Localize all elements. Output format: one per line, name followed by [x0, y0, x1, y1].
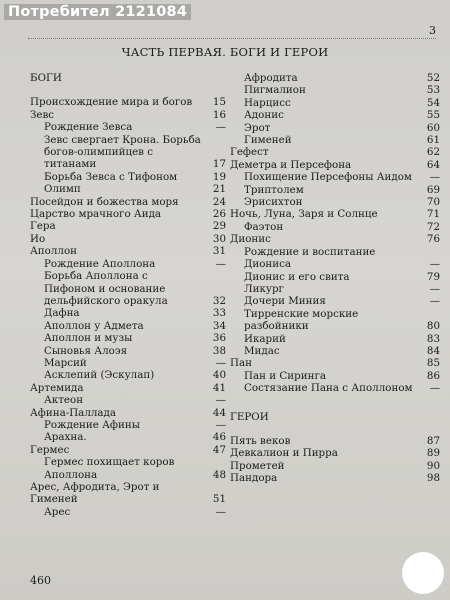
toc-entry-page: 52	[426, 72, 440, 84]
toc-entry-page: 24	[212, 195, 226, 208]
toc-entry-title: Асклепий (Эскулап)	[44, 369, 155, 382]
toc-entry-page: —	[429, 282, 440, 295]
toc-entry	[230, 472, 440, 484]
toc-entry	[30, 121, 226, 133]
toc-entry-page: 16	[212, 108, 226, 121]
toc-entry-page: —	[215, 505, 226, 518]
part-heading: ЧАСТЬ ПЕРВАЯ. БОГИ И ГЕРОИ	[121, 45, 329, 59]
toc-entry-page: 71	[426, 208, 440, 221]
toc-entry-page: 62	[426, 146, 440, 159]
toc-entry-page: 85	[426, 357, 440, 370]
toc-entry	[230, 72, 440, 84]
toc-entry-title: Олимп	[44, 183, 81, 196]
toc-entry-page: 72	[426, 220, 440, 233]
toc-entry-title: Фаэтон	[244, 220, 284, 233]
toc-entry-page: 38	[212, 344, 226, 357]
toc-entry-page: 40	[212, 369, 226, 382]
toc-entry-title: Дочери Миния	[244, 295, 326, 308]
toc-entry	[30, 220, 226, 232]
toc-entry-title: Борьба Аполлона с Пифоном и основание дельфийского оракула	[44, 270, 168, 307]
toc-entry	[230, 382, 440, 394]
toc-entry	[30, 245, 226, 257]
toc-right-column	[230, 72, 440, 485]
toc-entry-title: Зевс свергает Крона. Борьба богов-олимпийцев с титанами	[44, 133, 201, 171]
toc-entry-title: Эрот	[244, 121, 271, 134]
toc-entry-title: Борьба Зевса с Тифоном	[44, 170, 178, 183]
toc-entry-page: 69	[426, 183, 440, 196]
toc-entry-title: Прометей	[230, 459, 285, 472]
footer-page-number: 460	[30, 574, 51, 587]
toc-entry-page: 61	[426, 134, 440, 147]
toc-entry-title: Пандора	[230, 472, 278, 485]
toc-entry-page: 33	[212, 307, 226, 320]
toc-entry-title: Пан	[230, 357, 252, 370]
toc-entry	[230, 271, 440, 283]
toc-entry-page: 21	[212, 183, 226, 196]
toc-entry-page: —	[429, 258, 440, 271]
top-page-number: 3	[429, 24, 436, 37]
toc-entry-title: Ио	[30, 232, 46, 245]
toc-entry	[30, 307, 226, 319]
toc-entry-page: 89	[426, 447, 440, 460]
toc-entry	[230, 357, 440, 369]
toc-entry-page: 17	[212, 158, 226, 171]
toc-entry-title: Арес	[44, 505, 71, 518]
toc-entry-page: 79	[426, 270, 440, 283]
toc-entry-page: 80	[426, 320, 440, 333]
section-title-heroes: ГЕРОИ	[230, 410, 269, 423]
toc-entry-title: Аполлон и музы	[44, 332, 133, 345]
toc-entry-title: Рождение и воспитание Диониса	[244, 245, 376, 271]
toc-left-column	[30, 72, 226, 518]
toc-entry	[30, 394, 226, 406]
toc-entry	[230, 109, 440, 121]
toc-entry-title: Дафна	[44, 307, 80, 320]
toc-entry-title: Пять веков	[230, 434, 291, 447]
toc-entry	[230, 370, 440, 382]
toc-entry-page: 86	[426, 369, 440, 382]
toc-entry	[30, 96, 226, 108]
toc-entry-title: Марсий	[44, 356, 87, 369]
toc-entry-page: 34	[212, 319, 226, 332]
left-entry-list	[30, 96, 226, 518]
toc-entry-title: Тирренские морские разбойники	[244, 307, 359, 333]
toc-entry-title: Гефест	[230, 146, 269, 159]
toc-entry-title: Похищение Персефоны Аидом	[244, 171, 412, 184]
toc-entry-page: —	[429, 171, 440, 184]
toc-entry-page: 48	[212, 468, 226, 481]
toc-entry-page: 53	[426, 84, 440, 97]
toc-entry-title: Дионис и его свита	[244, 270, 350, 283]
toc-entry-page: —	[215, 356, 226, 369]
toc-entry-page: 30	[212, 232, 226, 245]
toc-entry-page: 15	[212, 96, 226, 109]
toc-entry	[30, 233, 226, 245]
toc-entry	[30, 258, 226, 270]
toc-entry-page: 76	[426, 233, 440, 246]
toc-entry-title: Афина-Паллада	[30, 406, 117, 419]
toc-entry-page: 44	[212, 406, 226, 419]
toc-entry	[230, 196, 440, 208]
toc-entry-page: 55	[426, 109, 440, 122]
section-title-gods: БОГИ	[30, 72, 62, 84]
toc-entry-title: Эрисихтон	[244, 196, 303, 209]
toc-entry-title: Происхождение мира и богов	[30, 96, 193, 109]
toc-entry-page: 29	[212, 220, 226, 233]
toc-entry	[230, 283, 440, 295]
toc-entry	[30, 506, 226, 518]
toc-entry	[230, 295, 440, 307]
toc-entry-title: Царство мрачного Аида	[30, 208, 162, 221]
toc-entry-page: —	[215, 418, 226, 431]
toc-entry-page: 41	[212, 381, 226, 394]
toc-entry-title: Гермес похищает коров Аполлона	[44, 456, 175, 481]
toc-entry-title: Аполлон	[30, 245, 78, 258]
toc-entry-title: Афродита	[244, 72, 298, 84]
toc-entry-title: Сыновья Алоэя	[44, 344, 128, 357]
toc-entry-title: Состязание Пана с Аполлоном	[244, 382, 413, 395]
toc-entry-page: —	[215, 257, 226, 270]
toc-entry	[230, 134, 440, 146]
toc-entry-title: Гермес	[30, 443, 70, 456]
toc-entry-page: 70	[426, 196, 440, 209]
toc-entry-page: 90	[426, 459, 440, 472]
toc-entry-title: Нарцисс	[244, 96, 291, 109]
uploader-overlay-text: Потребител 2121084	[4, 4, 191, 20]
toc-entry-title: Гера	[30, 220, 56, 233]
toc-entry	[230, 447, 440, 459]
toc-entry-title: Рождение Зевса	[44, 121, 133, 134]
toc-entry	[30, 369, 226, 381]
toc-entry-page: 98	[426, 472, 440, 485]
toc-entry-title: Артемида	[30, 381, 84, 394]
toc-entry-page: —	[429, 382, 440, 395]
toc-entry	[30, 481, 226, 506]
toc-entry	[30, 196, 226, 208]
toc-entry-title: Арахна.	[44, 431, 87, 444]
toc-entry-page: 32	[212, 294, 226, 307]
toc-entry-page: 83	[426, 332, 440, 345]
toc-entry-title: Мидас	[244, 344, 280, 357]
toc-entry	[230, 308, 440, 333]
toc-entry-page: 87	[426, 434, 440, 447]
toc-entry-page: 54	[426, 96, 440, 109]
toc-entry-page: 26	[212, 208, 226, 221]
toc-entry	[230, 435, 440, 447]
toc-entry	[30, 134, 226, 171]
toc-entry	[230, 122, 440, 134]
toc-entry	[230, 97, 440, 109]
toc-entry	[230, 221, 440, 233]
toc-entry	[30, 320, 226, 332]
toc-entry	[230, 233, 440, 245]
heroes-entry-list	[230, 435, 440, 485]
toc-entry	[230, 345, 440, 357]
toc-entry-title: Пан и Сиринга	[244, 369, 326, 382]
toc-entry	[30, 382, 226, 394]
toc-entry-title: Триптолем	[244, 183, 304, 196]
toc-entry-page: 31	[212, 245, 226, 258]
toc-entry-title: Икарий	[244, 332, 286, 345]
toc-entry-title: Пигмалион	[244, 84, 306, 97]
toc-entry	[30, 419, 226, 431]
toc-entry	[30, 456, 226, 481]
toc-entry-title: Девкалион и Пирра	[230, 447, 338, 460]
toc-entry-title: Зевс	[30, 108, 55, 121]
toc-entry-title: Деметра и Персефона	[230, 158, 352, 171]
toc-entry-page: 19	[212, 170, 226, 183]
toc-entry	[30, 357, 226, 369]
toc-entry-title: Рождение Афины	[44, 418, 140, 431]
toc-entry-page: 46	[212, 431, 226, 444]
toc-entry	[230, 171, 440, 183]
toc-entry	[30, 431, 226, 443]
toc-entry	[30, 407, 226, 419]
toc-entry-title: Актеон	[44, 394, 84, 407]
toc-entry-page: 84	[426, 344, 440, 357]
toc-entry-page: 64	[426, 158, 440, 171]
toc-entry-page: —	[215, 394, 226, 407]
toc-entry-page: 36	[212, 332, 226, 345]
toc-entry-title: Адонис	[244, 109, 284, 122]
toc-entry-title: Рождение Аполлона	[44, 257, 156, 270]
toc-entry	[230, 333, 440, 345]
toc-entry	[230, 84, 440, 96]
toc-entry-page: 60	[426, 121, 440, 134]
right-entry-list	[230, 72, 440, 395]
toc-entry	[30, 171, 226, 183]
toc-entry	[230, 184, 440, 196]
toc-entry	[30, 444, 226, 456]
toc-entry-title: Гименей	[244, 134, 292, 147]
toc-entry	[230, 208, 440, 220]
marketplace-logo	[402, 552, 444, 594]
toc-entry	[230, 159, 440, 171]
toc-entry	[30, 183, 226, 195]
toc-entry	[230, 146, 440, 158]
toc-entry	[30, 345, 226, 357]
toc-entry	[30, 208, 226, 220]
top-toc-line	[28, 24, 436, 39]
toc-entry	[230, 460, 440, 472]
toc-entry-page: —	[429, 295, 440, 308]
toc-entry-title: Дионис	[230, 233, 271, 246]
toc-entry-title: Ликург	[244, 282, 284, 295]
toc-entry-title: Посейдон и божества моря	[30, 195, 179, 208]
toc-entry	[30, 270, 226, 307]
toc-entry	[230, 246, 440, 271]
toc-entry-page: 47	[212, 443, 226, 456]
toc-entry	[30, 109, 226, 121]
toc-entry-title: Арес, Афродита, Эрот и Гименей	[30, 481, 160, 506]
toc-entry-title: Аполлон у Адмета	[44, 319, 144, 332]
toc-entry	[30, 332, 226, 344]
toc-entry-page: —	[215, 121, 226, 134]
toc-entry-page: 51	[212, 493, 226, 506]
toc-entry-title: Ночь, Луна, Заря и Солнце	[230, 208, 378, 221]
